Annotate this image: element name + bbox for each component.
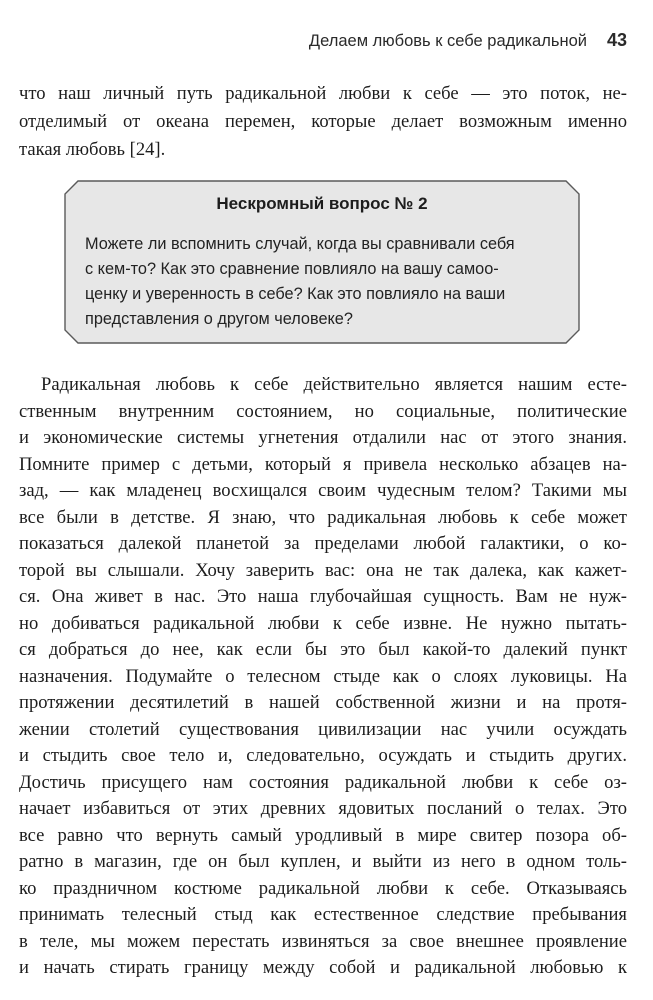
text-line: все были в детстве. Я знаю, что радикальная любовь к себе может — [19, 507, 627, 528]
text-line: и начать стирать границу между собой и радикальной любовью к — [19, 957, 627, 978]
text-line: торой вы слышали. Хочу заверить вас: она не так далека, как кажет- — [19, 560, 627, 581]
callout-line: Можете ли вспомнить случай, когда вы сравнивали себя — [85, 235, 515, 253]
text-line: принимать телесный стыд как естественное следствие пребывания — [19, 904, 627, 925]
text-line: начает избавиться от этих древних ядовитых посланий о телах. Это — [19, 798, 627, 819]
text-line: жении столетий существования цивилизации нас учили осуждать — [19, 719, 627, 740]
text-line: ся. Она живет в нас. Это наша глубочайшая сущность. Вам не нуж- — [19, 586, 627, 607]
text-line: протяжении десятилетий в нашей собственной жизни и на протя- — [19, 692, 627, 713]
text-line: в теле, мы можем перестать извиняться за свое внешнее проявление — [19, 931, 627, 952]
text-line: показаться далекой планетой за пределами любой галактики, о ко- — [19, 533, 627, 554]
running-title: Делаем любовь к себе радикальной — [308, 32, 587, 50]
text-line: ко праздничном костюме радикальной любви к себе. Отказываясь — [19, 878, 627, 899]
text-line: Радикальная любовь к себе действительно является нашим есте- — [41, 374, 627, 395]
question-callout — [64, 180, 580, 344]
text-line: ратно в магазин, где он был куплен, и выйти из него в одном толь- — [19, 851, 627, 872]
text-line: назначения. Подумайте о телесном стыде как о слоях луковицы. На — [19, 666, 627, 687]
text-line: зад, — как младенец восхищался своим чудесным телом? Такими мы — [19, 480, 627, 501]
callout-line: представления о другом человеке? — [85, 310, 353, 328]
text-line: все равно что вернуть самый уродливый в мире свитер позора об- — [19, 825, 627, 846]
text-line: ся добраться до нее, как если бы это был какой-то далекий пункт — [19, 639, 627, 660]
text-line: но добиваться радикальной любви к себе извне. Не нужно пытать- — [19, 613, 627, 634]
text-line: Достичь присущего нам состояния радикальной любви к себе оз- — [19, 772, 627, 793]
text-line: такая любовь [24]. — [19, 139, 166, 160]
running-header — [309, 30, 627, 51]
text-line: ственным внутренним состоянием, но социальные, политические — [19, 401, 627, 422]
page-number: 43 — [606, 30, 627, 50]
text-line: и экономические системы угнетения отдалили нас от этого знания. — [19, 427, 627, 448]
text-line: и стыдить свое тело и, следовательно, осуждать и стыдить других. — [19, 745, 627, 766]
text-line: отделимый от океана перемен, которые делает возможным именно — [19, 111, 627, 132]
text-line: что наш личный путь радикальной любви к себе — это поток, не- — [19, 83, 627, 104]
text-line: Помните пример с детьми, который я привела несколько абзацев на- — [19, 454, 627, 475]
callout-line: ценку и уверенность в себе? Как это повлияло на ваши — [85, 285, 506, 303]
callout-title: Нескромный вопрос № 2 — [216, 194, 428, 213]
callout-line: с кем-то? Как это сравнение повлияло на вашу самоо- — [85, 260, 499, 278]
